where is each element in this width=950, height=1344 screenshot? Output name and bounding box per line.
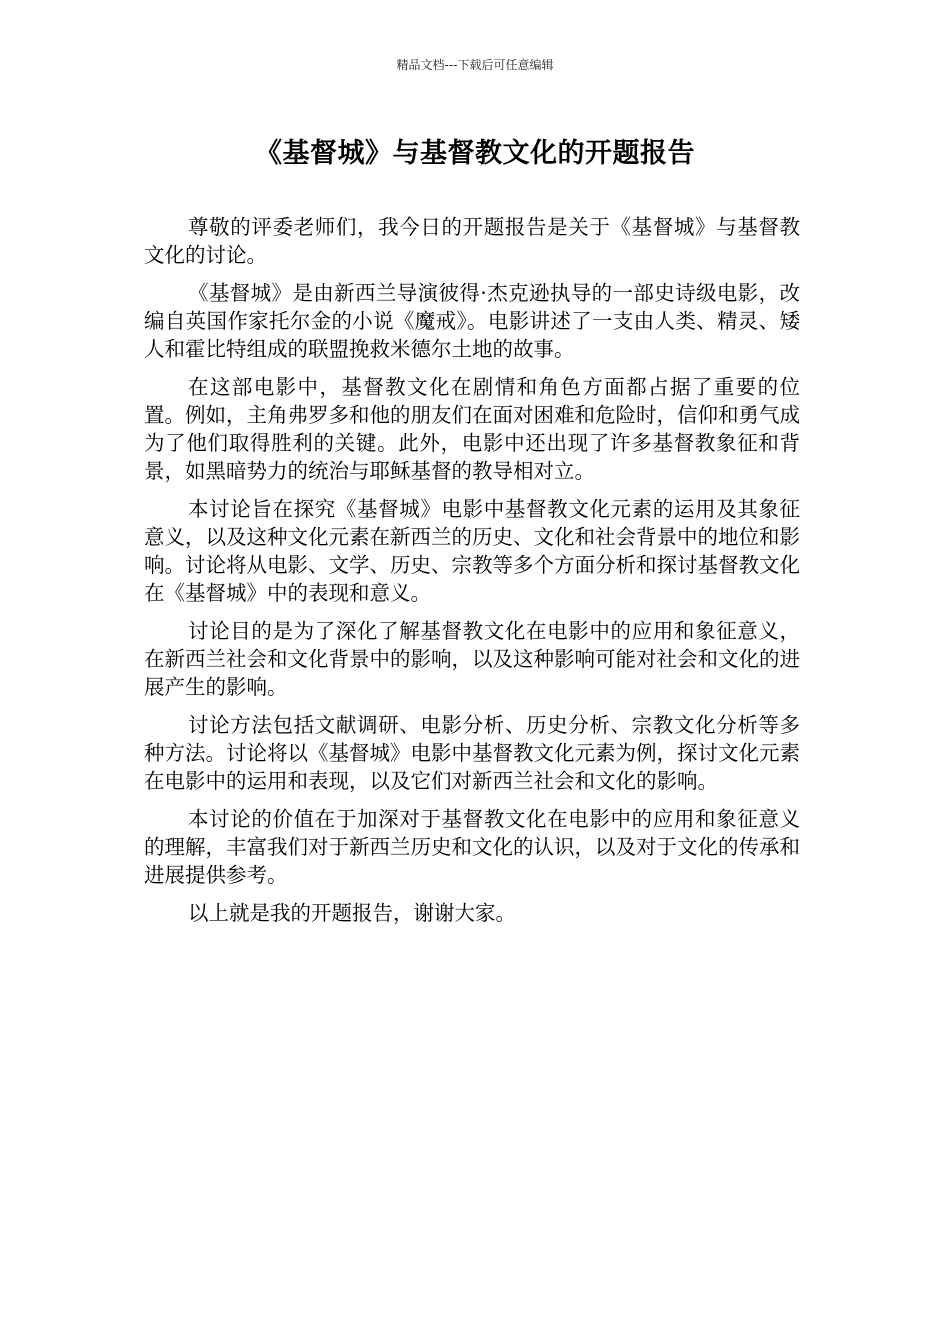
paragraph-research-value: 本讨论的价值在于加深对于基督教文化在电影中的应用和象征意义的理解，丰富我们对于新西兰历史和文化的认识，以及对于文化的传承和进展提供参考。 <box>144 807 800 887</box>
paragraph-research-method: 讨论方法包括文献调研、电影分析、历史分析、宗教文化分析等多种方法。讨论将以《基督城》电影中基督教文化元素为例，探讨文化元素在电影中的运用和表现，以及它们对新西兰社会和文化的影响。 <box>144 713 800 793</box>
document-title: 《基督城》与基督教文化的开题报告 <box>255 138 695 169</box>
paragraph-closing: 以上就是我的开题报告，谢谢大家。 <box>188 901 516 925</box>
paragraph-film-background: 《基督城》是由新西兰导演彼得·杰克逊执导的一部史诗级电影，改编自英国作家托尔金的小说《魔戒》。电影讲述了一支由人类、精灵、矮人和霍比特组成的联盟挽救米德尔土地的故事。 <box>144 281 800 361</box>
document-body <box>144 213 800 937</box>
page-header: 精品文档---下载后可任意编辑 <box>396 58 554 72</box>
paragraph-christian-culture: 在这部电影中，基督教文化在剧情和角色方面都占据了重要的位置。例如，主角弗罗多和他的朋友们在面对困难和危险时，信仰和勇气成为了他们取得胜利的关键。此外，电影中还出现了许多基督教象征和背景，如黑暗势力的统治与耶稣基督的教导相对立。 <box>144 375 800 483</box>
paragraph-intro: 尊敬的评委老师们，我今日的开题报告是关于《基督城》与基督教文化的讨论。 <box>144 215 800 267</box>
paragraph-research-aim: 本讨论旨在探究《基督城》电影中基督教文化元素的运用及其象征意义，以及这种文化元素在新西兰的历史、文化和社会背景中的地位和影响。讨论将从电影、文学、历史、宗教等多个方面分析和探讨基督教文化在《基督城》中的表现和意义。 <box>144 497 800 605</box>
paragraph-research-purpose: 讨论目的是为了深化了解基督教文化在电影中的应用和象征意义，在新西兰社会和文化背景中的影响，以及这种影响可能对社会和文化的进展产生的影响。 <box>144 619 800 699</box>
